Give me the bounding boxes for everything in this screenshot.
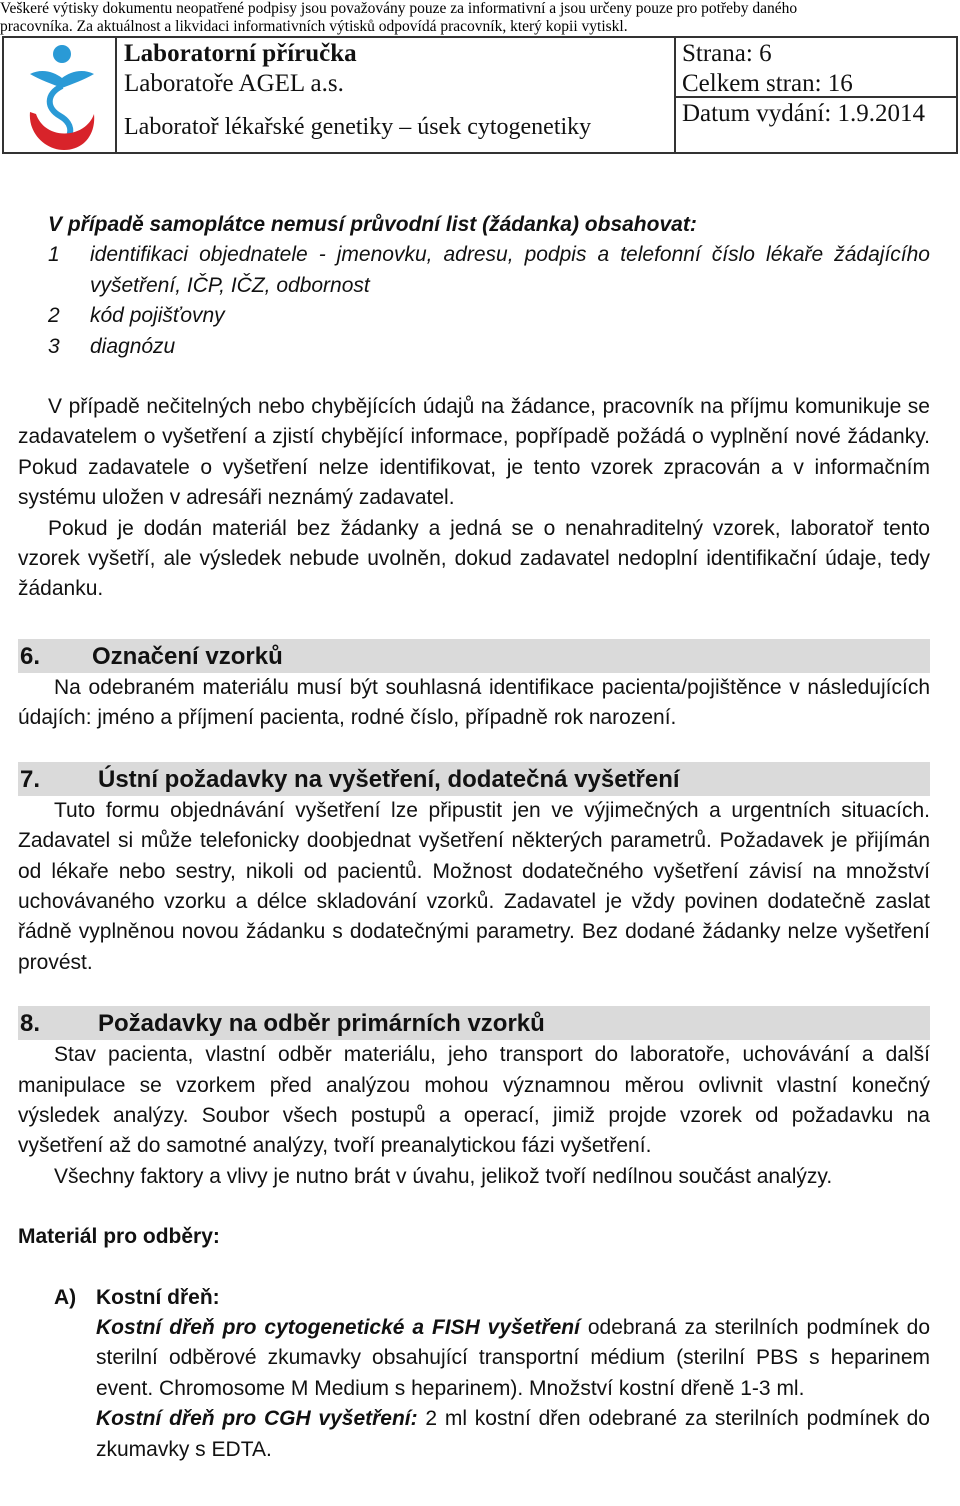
section-title: Označení vzorků	[92, 642, 283, 670]
paragraph: Stav pacienta, vlastní odběr materiálu, jeho transport do laboratoře, uchovávání a další manipulace se vzorkem před analýzou mohou významnou měrou ovlivnit vlastní konečný výsledek analýzy. Soubor všech postupů a operací, jimiž projde vzorek od požadavku na vyšetření až do samotné analýzy, tvoří preanalytickou fázi vyšetření.	[18, 1043, 930, 1158]
organization-name: Laboratoře AGEL a.s.	[124, 70, 344, 97]
paragraph: Pokud je dodán materiál bez žádanky a jedná se o nenahraditelný vzorek, laboratoř tento vzorek vyšetří, ale výsledek nebude uvolněn, dokud zadavatel nedoplní identifikační údaje, tedy žádanku.	[18, 516, 930, 601]
material-heading: Materiál pro odběry:	[18, 1225, 220, 1249]
list-item	[18, 1283, 930, 1465]
intro-list	[18, 240, 930, 362]
item-title: Kostní dřeň:	[96, 1285, 220, 1309]
page-number: Strana: 6	[682, 40, 772, 67]
list-item: 3 diagnózu	[48, 334, 176, 358]
header-divider	[115, 38, 117, 152]
intro-heading: V případě samoplátce nemusí průvodní list (žádanka) obsahovat:	[48, 213, 697, 236]
paragraph: Tuto formu objednávání vyšetření lze připustit jen ve výjimečných a urgentních situacích. Zadavatel si může telefonicky doobjednat vyšetření některých parametrů. Požadavek je přijímán od lékaře nebo sestry, nikoli od pacientů. Možnost dodatečného vyšetření závisí na množství uchovávaného vzorku a délce skladování vzorků. Zadavatel je vždy povinen dodatečně zaslat řádně vyplněnou novou žádanku s dodatečnými parametry. Bez dodané žádanky nelze vyšetření provést.	[18, 798, 930, 974]
paragraph: Kostní dřeň pro CGH vyšetření: 2 ml kostní dřen odebrané za sterilních podmínek do zkumavky s EDTA.	[96, 1407, 930, 1461]
disclaimer	[0, 0, 960, 36]
paragraph: Na odebraném materiálu musí být souhlasná identifikace pacienta/pojištěnce v následujících údajích: jméno a příjmení pacienta, rodné číslo, případně rok narození.	[18, 675, 930, 730]
disclaimer-line-1: Veškeré výtisky dokumentu neopatřené podpisy jsou považovány pouze za informativní a jsou určeny pouze pro potřeby daného	[0, 0, 798, 17]
paragraph: V případě nečitelných nebo chybějících údajů na žádance, pracovník na příjmu komunikuje se zadavatelem o vyšetření a zjistí chybějící informace, popřípadě požádá o vyplnění nové žádanky. Pokud zadavatele o vyšetření nelze identifikovat, je tento vzorek zpracován a v informačním systému uložen v adresáři neznámý zadavatel.	[18, 395, 930, 510]
section-number: 6.	[20, 642, 41, 670]
item-letter: A)	[54, 1285, 77, 1309]
disclaimer-line-2: pracovníka. Za aktuálnost a likvidaci informativních výtisků odpovídá pracovník, který kopii vytiskl.	[0, 18, 628, 35]
total-pages: Celkem stran: 16	[682, 70, 853, 97]
paragraph: Kostní dřeň pro cytogenetické a FISH vyšetření odebraná za sterilních podmínek do sterilní odběrové zkumavky obsahující transportní médium (sterilní PBS s heparinem event. Chromosome M Medium s heparinem). Množství kostní dřeně 1-3 ml.	[96, 1315, 931, 1400]
section-title: Požadavky na odběr primárních vzorků	[98, 1010, 545, 1038]
section-heading	[18, 639, 930, 673]
document-header	[2, 36, 958, 154]
department-name: Laboratoř lékařské genetiky – úsek cytogenetiky	[124, 114, 592, 140]
header-divider	[674, 38, 676, 152]
section-number: 8.	[20, 1010, 41, 1038]
manual-title: Laboratorní příručka	[124, 40, 357, 67]
section-number: 7.	[20, 765, 41, 793]
section-heading	[18, 762, 930, 796]
document-body	[18, 210, 930, 1465]
issue-date: Datum vydání: 1.9.2014	[682, 100, 926, 127]
list-item: 2 kód pojišťovny	[48, 304, 225, 328]
list-item: 1 identifikaci objednatele - jmenovku, adresu, podpis a telefonní číslo lékaře žádajícího vyšetření, IČP, IČZ, odbornost	[48, 243, 930, 297]
paragraph: Všechny faktory a vlivy je nutno brát v úvahu, jelikož tvoří nedílnou součást analýzy.	[54, 1164, 833, 1188]
section-heading	[18, 1006, 930, 1040]
section-title: Ústní požadavky na vyšetření, dodatečná vyšetření	[98, 765, 680, 793]
agel-logo-icon	[26, 42, 98, 152]
material-list	[18, 1283, 930, 1465]
